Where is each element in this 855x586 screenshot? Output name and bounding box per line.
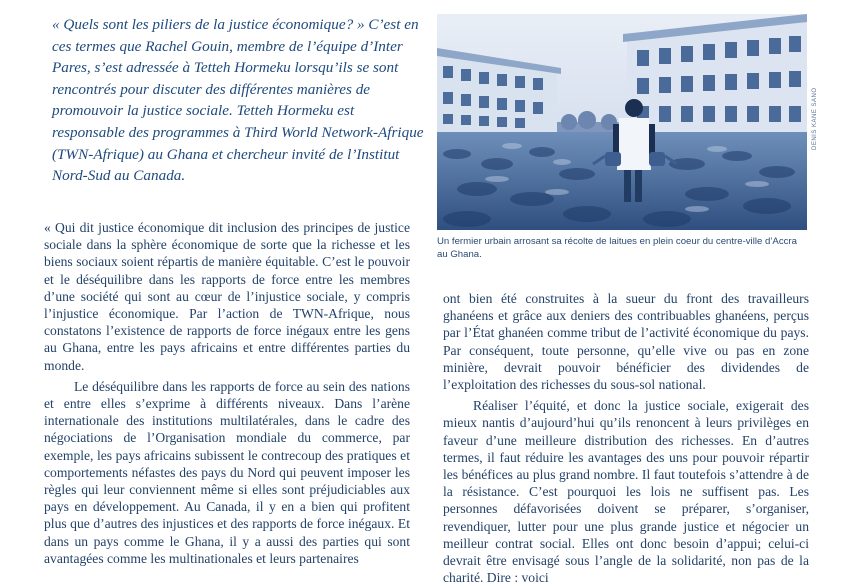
left-paragraph-2: Le déséquilibre dans les rapports de force au sein des nations et entre elles s’exprime à différents niveaux. Dans l’arène internationale des institutions multilatérales, dans le cadre des négociations de l’Organisation mondiale du commerce, par exemple, les pays africains subissent le contrecoup des pratiques et comportements néfastes des pays du Nord qui peuvent imposer les règles qui leur conviennent même si elles sont préjudiciables aux pays en développement. Au Canada, il y en a bien qui profitent plus que d’autres des injustices et des rapports de force inégaux. Et dans un pays comme le Ghana, il y a aussi des parties qui sont avantagées comme les multinationales et leurs partenaires [44, 378, 410, 566]
intro-quote [52, 14, 424, 187]
article-column-left [44, 219, 410, 567]
left-paragraph-1: « Qui dit justice économique dit inclusion des principes de justice sociale dans la sphère économique de sorte que la richesse et les biens sociaux soient répartis de manière équitable. C’est le pouvoir et le déséquilibre dans les rapports de force entre les membres d’une société qui sont au cœur de l’injustice sociale, y compris l’injustice économique. Par l’action de TWN-Afrique, nous constatons l’existence de rapports de force inégaux entre les gens au Ghana, entre les pays africains et entre différentes parties du monde. [44, 220, 410, 373]
photo-credit: DENIS KANE SANO [812, 87, 818, 150]
article-column-right [443, 290, 809, 586]
right-paragraph-1: ont bien été construites à la sueur du front des travailleurs ghanéens et grâce aux deniers des contribuables ghanéens, perçus par l’État ghanéen comme tribut de l’activité économique du pays. Par conséquent, toute personne, qu’elle vive ou pas en zone minière, devrait pouvoir bénéficier des dividendes de l’exploitation des richesses du sous-sol national. [443, 291, 809, 393]
intro-paragraph: « Quels sont les piliers de la justice économique? » C’est en ces termes que Rachel Gouin, membre de l’équipe d’Inter Pares, s’est adressée à Tetteh Hormeku lorsqu’ils se sont rencontrés pour discuter des différentes manières de promouvoir la justice sociale. Tetteh Hormeku est responsable des programmes à Third World Network-Afrique (TWN-Afrique) au Ghana et chercheur invité de l’Institut Nord-Sud au Canada. [52, 16, 424, 185]
right-paragraph-2: Réaliser l’équité, et donc la justice sociale, exigerait des mieux nantis d’aujourd’hui qu’ils renoncent à leurs privilèges en faveur d’une meilleure distribution des richesses. En d’autres termes, il faut réduire les avantages des uns pour pouvoir répartir les bénéfices au plus grand nombre. Il faut toutefois s’attendre à de la résistance. C’est pourquoi les lois ne suffisent pas. Les personnes défavorisées doivent se préparer, s’organiser, revendiquer, lutter pour une plus grande justice et négocier un meilleur contrat social. Elles ont donc besoin d’appui; celui-ci devrait être envisagé sous l’angle de la solidarité, non pas de la charité. Dire : voici [443, 398, 809, 586]
photo-urban-farmer [437, 14, 807, 230]
photo-illustration [437, 14, 807, 230]
photo-caption: Un fermier urbain arrosant sa récolte de laitues en plein coeur du centre-ville d’Accra au Ghana. [437, 236, 797, 260]
